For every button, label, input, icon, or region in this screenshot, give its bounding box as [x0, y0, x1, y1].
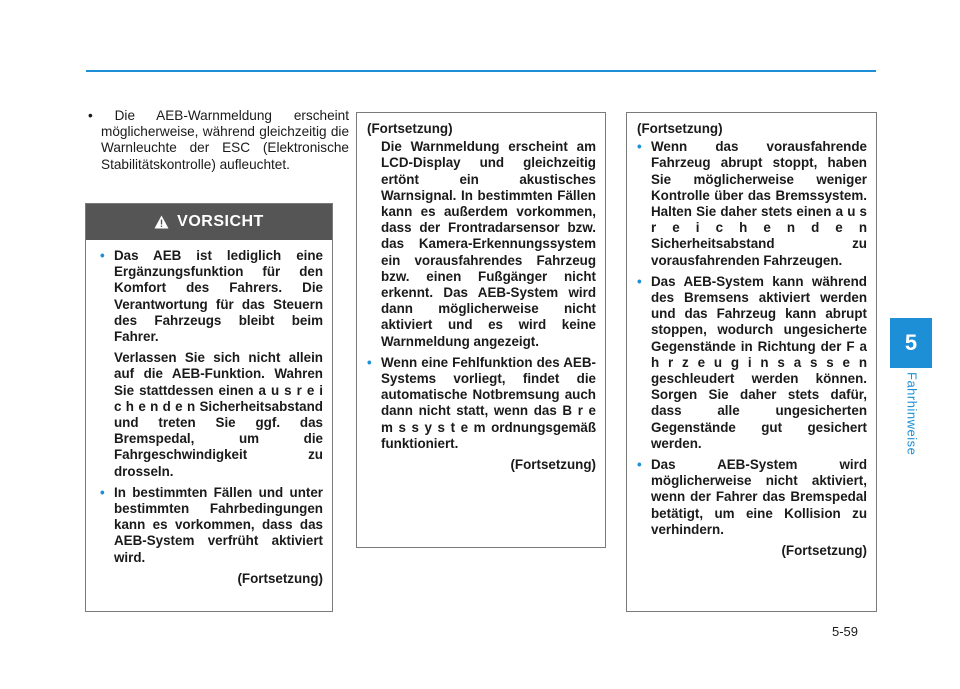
caution-header — [86, 204, 332, 240]
chapter-number-tab: 5 — [890, 318, 932, 368]
box3-item-3-text: Das AEB-System wird möglicherweise nicht aktiviert, wenn der Fahrer das Bremspedal betätigt, um eine Kollision zu verhindern. — [651, 457, 867, 537]
box3-heading: (Fortsetzung) — [637, 121, 723, 136]
box2-item-1 — [367, 355, 596, 452]
box2-heading: (Fortsetzung) — [367, 121, 453, 136]
caution-item-1-para-1: Das AEB ist lediglich eine Ergänzungsfunktion für den Komfort des Fahrers. Die Verantwortung für das Steuern des Fahrzeugs bleibt beim Fahrer. — [114, 248, 323, 345]
box3-item-2-text: Das AEB-System kann während des Bremsens aktiviert werden und das Fahrzeug kann abrupt stoppen, wodurch ungesicherte Gegenstände in Richtung der F a h r z e u g i n s a s s e n geschleudert werden können. Sorgen Sie daher stets dafür, dass alle ungesicherten Gegenstände gut gesichert werden. — [651, 273, 867, 451]
warning-triangle-icon — [154, 215, 169, 229]
caution-title: VORSICHT — [177, 212, 264, 230]
box3-item-1 — [637, 139, 867, 269]
continued-label: (Fortsetzung) — [237, 570, 323, 586]
top-rule — [86, 70, 876, 72]
caution-item-2-para-1: In bestimmten Fällen und unter bestimmten Fahrbedingungen kann es vorkommen, dass das AEB-System verfrüht aktiviert wird. — [114, 484, 323, 565]
bullet-dot: • — [100, 484, 105, 500]
box2-intro-paragraph: Die Warnmeldung erscheint am LCD-Display und gleichzeitig ertönt ein akustisches Warnsignal. In bestimmten Fällen kann es außerdem vorkommen, dass der Frontradarsensor bzw. das Kamera-Erkennungssystem ein vorausfahrendes Fahrzeug bzw. einen Fußgänger nicht erkennt. Das AEB-System wird dann möglicherweise nicht aktiviert und es wird keine Warnmeldung angezeigt. — [381, 139, 596, 349]
continued-label: (Fortsetzung) — [781, 543, 867, 559]
continued-label: (Fortsetzung) — [510, 457, 596, 473]
caution-item-1-para-2: Verlassen Sie sich nicht allein auf die AEB-Funktion. Wahren Sie stattdessen einen a u s r e i c h e n d e n Sicherheitsabstand und treten Sie ggf. das Bremspedal, um die Fahrgeschwindigkeit zu drosseln. — [114, 350, 323, 479]
box2-item-1-text: Wenn eine Fehlfunktion des AEB-Systems vorliegt, findet die automatische Notbremsung auch dann nicht statt, wenn das B r e m s s y s t e m ordnungsgemäß funktioniert. — [381, 354, 596, 451]
bullet-dot: • — [637, 457, 642, 473]
continued-box-3 — [626, 112, 877, 612]
box3-item-1-text: Wenn das vorausfahrende Fahrzeug abrupt stoppt, haben Sie möglicherweise weniger Kontrolle über das Bremssystem. Halten Sie daher stets einen a u s r e i c h e n d e n Sicherheitsabstand zu vorausfahrenden Fahrzeugen. — [651, 139, 867, 268]
bullet-dot: • — [100, 248, 105, 263]
caution-item-2 — [100, 485, 323, 566]
chapter-label: Fahrhinweise — [904, 372, 920, 456]
continued-box-2 — [356, 112, 606, 548]
caution-item-1 — [100, 248, 323, 480]
intro-bullet-paragraph: • Die AEB-Warnmeldung erscheint möglicherweise, während gleichzeitig die Warnleuchte der ESC (Elektronische Stabilitätskontrolle) aufleuchtet. — [88, 108, 349, 172]
bullet-dot: • — [637, 139, 642, 155]
bullet-dot: • — [637, 273, 642, 289]
bullet-dot: • — [367, 354, 372, 370]
page-number: 5-59 — [832, 624, 859, 639]
box3-item-3 — [637, 457, 867, 538]
caution-box — [85, 203, 333, 612]
box3-item-2 — [637, 274, 867, 452]
